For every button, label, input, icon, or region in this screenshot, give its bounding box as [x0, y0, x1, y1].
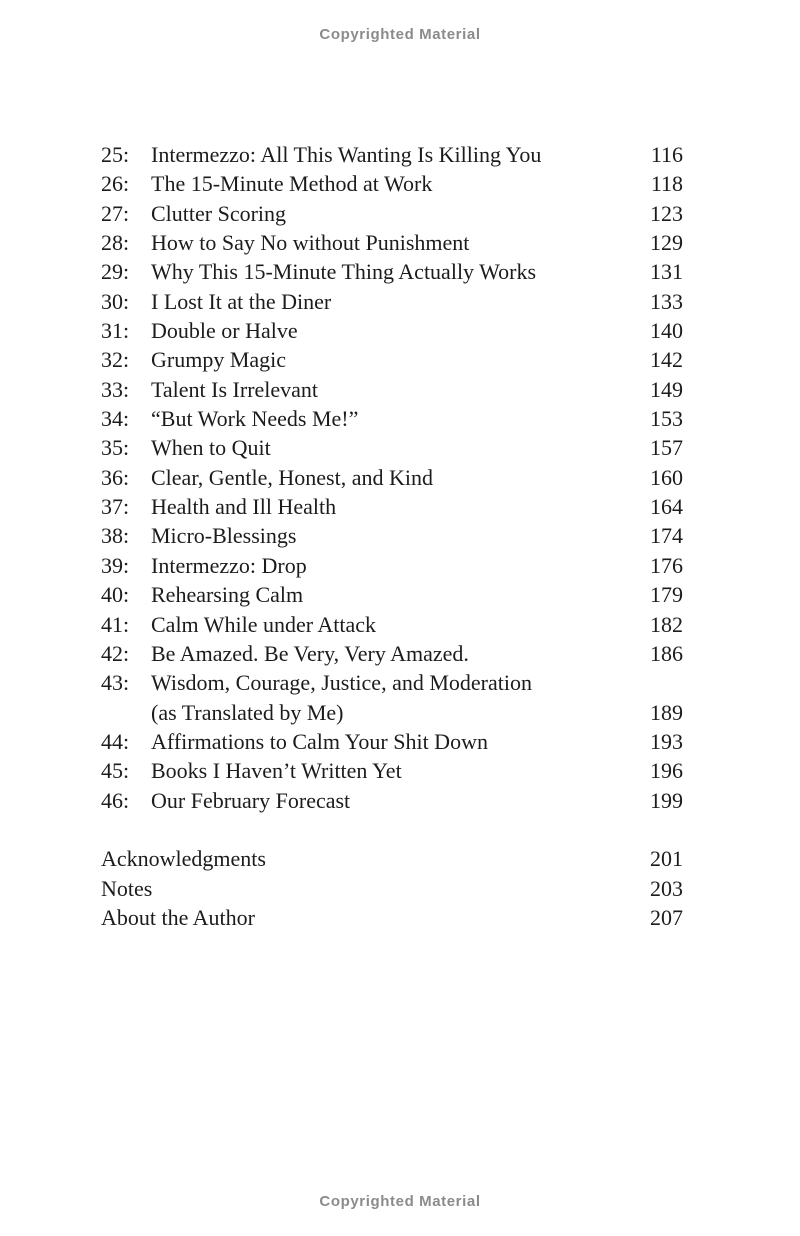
back-matter-entry: [101, 874, 683, 903]
page-number: 164: [650, 494, 683, 520]
chapter-number: 45:: [101, 758, 130, 784]
toc-entry: [101, 639, 683, 668]
toc-entry: [101, 551, 683, 580]
chapter-number: 34:: [101, 406, 130, 432]
chapter-title: Books I Haven’t Written Yet: [151, 758, 402, 784]
chapter-title: Clear, Gentle, Honest, and Kind: [151, 464, 433, 490]
chapter-number: 36:: [101, 464, 130, 490]
toc-entry: [101, 756, 683, 785]
page-number: 182: [650, 611, 683, 637]
page-number: 186: [650, 640, 683, 666]
toc-entry: [101, 345, 683, 374]
back-matter-title: About the Author: [101, 904, 255, 930]
back-matter-entry: [101, 903, 683, 932]
chapter-title: When to Quit: [151, 435, 271, 461]
page-number: 174: [650, 523, 683, 549]
chapter-title: How to Say No without Punishment: [151, 230, 470, 256]
page-number: 157: [650, 435, 683, 461]
chapter-title: Rehearsing Calm: [151, 582, 304, 608]
chapter-title: Be Amazed. Be Very, Very Amazed.: [151, 640, 469, 666]
toc-entry: [101, 433, 683, 462]
chapter-title: Intermezzo: All This Wanting Is Killing You: [151, 142, 542, 167]
chapter-title: The 15-Minute Method at Work: [151, 171, 433, 197]
chapter-title: Intermezzo: Drop: [151, 552, 307, 578]
page-number: 140: [650, 318, 683, 344]
chapter-number: 26:: [101, 171, 130, 197]
toc-entry: [101, 786, 683, 815]
page-number: 193: [650, 728, 683, 754]
chapter-number: 28:: [101, 230, 130, 256]
toc-entry: [101, 463, 683, 492]
chapter-number: 37:: [101, 494, 130, 520]
chapter-title: Why This 15-Minute Thing Actually Works: [151, 259, 537, 285]
table-of-contents: [101, 140, 683, 932]
back-matter-list: [101, 844, 683, 932]
chapter-number: 25:: [101, 142, 130, 167]
page-number: 149: [650, 376, 683, 402]
chapter-number: 27:: [101, 200, 130, 226]
toc-entry: [101, 610, 683, 639]
chapter-title: Health and Ill Health: [151, 494, 337, 520]
page-number: 133: [650, 288, 683, 314]
toc-entry: [101, 727, 683, 756]
toc-entry: [101, 492, 683, 521]
chapter-number: 32:: [101, 347, 130, 373]
toc-entry: [101, 228, 683, 257]
page-number: 199: [650, 787, 683, 813]
page-number: 131: [650, 259, 683, 285]
back-matter-entry: [101, 844, 683, 873]
page-number: 123: [650, 200, 683, 226]
page-number: 207: [650, 904, 683, 930]
page-number: 201: [650, 846, 683, 872]
copyright-watermark-bottom: Copyrighted Material: [319, 1193, 481, 1210]
chapter-number: 38:: [101, 523, 130, 549]
chapter-title: Double or Halve: [151, 318, 298, 344]
chapter-title: Wisdom, Courage, Justice, and Moderation: [151, 670, 532, 696]
toc-entry: [101, 404, 683, 433]
toc-entry: [101, 169, 683, 198]
chapter-number: 29:: [101, 259, 130, 285]
toc-entry: [101, 316, 683, 345]
page-number: 160: [650, 464, 683, 490]
chapter-title: Talent Is Irrelevant: [151, 376, 319, 402]
chapter-number: 39:: [101, 552, 130, 578]
page-number: 203: [650, 875, 683, 901]
toc-entry-continuation: [101, 698, 683, 727]
toc-entry: [101, 375, 683, 404]
toc-list: [101, 140, 683, 815]
toc-entry: [101, 199, 683, 228]
toc-entry: [101, 257, 683, 286]
toc-entry: [101, 287, 683, 316]
page-number: 153: [650, 406, 683, 432]
chapter-title: Grumpy Magic: [151, 347, 287, 373]
chapter-title: Clutter Scoring: [151, 200, 287, 226]
toc-entry: [101, 580, 683, 609]
page-number: 196: [650, 758, 683, 784]
chapter-number: 31:: [101, 318, 130, 344]
page-number: 129: [650, 230, 683, 256]
chapter-number: 41:: [101, 611, 130, 637]
chapter-title: Micro-Blessings: [151, 523, 297, 549]
page-number: 189: [650, 699, 683, 725]
chapter-title: (as Translated by Me): [151, 699, 344, 725]
page-number: 118: [650, 171, 683, 197]
page-number: 179: [650, 582, 683, 608]
toc-entry: [101, 140, 683, 169]
chapter-number: 30:: [101, 288, 130, 314]
chapter-number: 46:: [101, 787, 130, 813]
copyright-watermark-top: Copyrighted Material: [319, 26, 481, 43]
chapter-title: “But Work Needs Me!”: [151, 406, 359, 432]
page-number: 176: [650, 552, 683, 578]
chapter-number: 42:: [101, 640, 130, 666]
chapter-title: Our February Forecast: [151, 787, 351, 813]
chapter-number: 35:: [101, 435, 130, 461]
back-matter-title: Notes: [101, 875, 153, 901]
chapter-number: 40:: [101, 582, 130, 608]
toc-entry: [101, 521, 683, 550]
chapter-number: 33:: [101, 376, 130, 402]
chapter-title: I Lost It at the Diner: [151, 288, 332, 314]
back-matter-title: Acknowledgments: [101, 846, 266, 872]
page-number: 142: [650, 347, 683, 373]
toc-entry: [101, 668, 683, 697]
page-number: 116: [650, 142, 683, 167]
chapter-number: 43:: [101, 670, 130, 696]
chapter-title: Affirmations to Calm Your Shit Down: [151, 728, 488, 754]
chapter-number: 44:: [101, 728, 130, 754]
chapter-title: Calm While under Attack: [151, 611, 377, 637]
